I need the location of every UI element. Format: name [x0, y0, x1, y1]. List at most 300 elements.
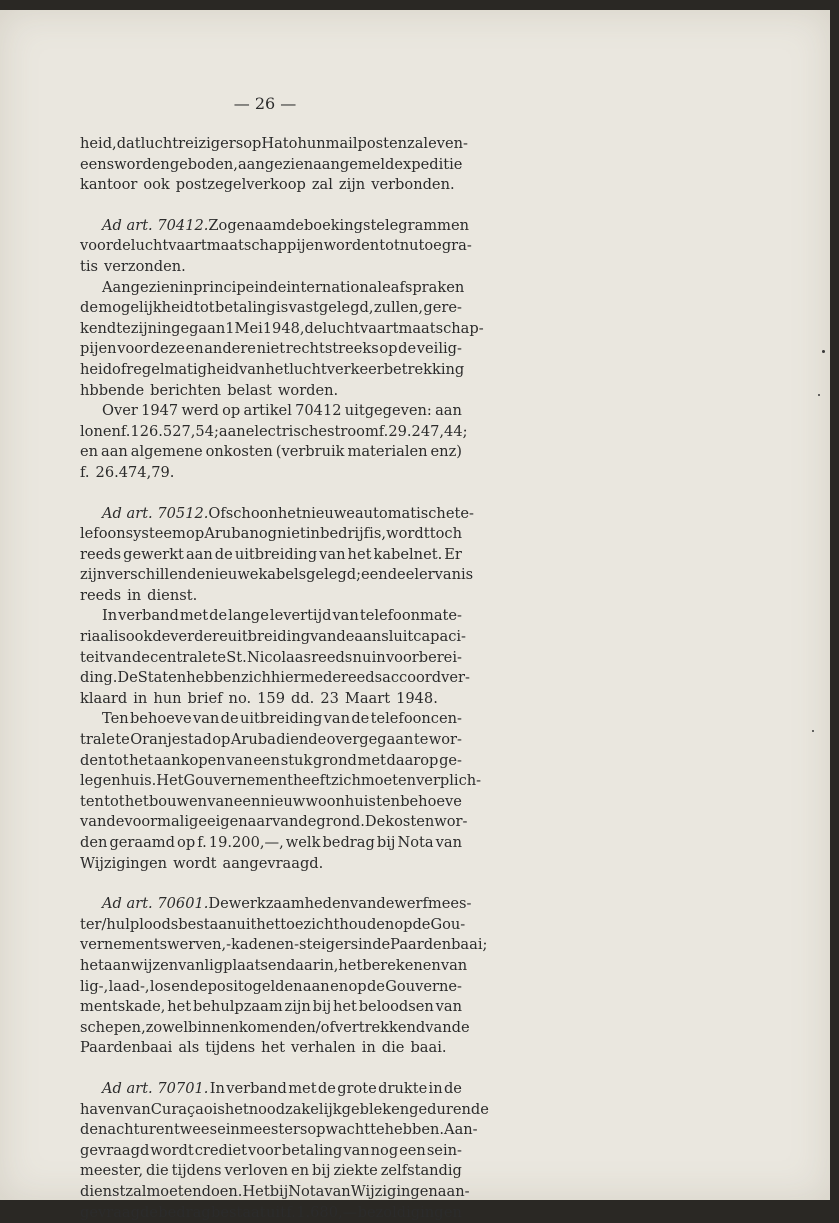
word: geraamd	[109, 833, 175, 854]
word: Hato	[261, 134, 297, 155]
word: voorberei-	[386, 648, 462, 669]
word: ook	[143, 175, 169, 196]
word: zijn	[131, 319, 157, 340]
word: de	[80, 298, 98, 319]
word: Aangezien	[102, 278, 179, 299]
word: heeft	[293, 771, 331, 792]
word: betaling	[282, 1141, 343, 1162]
word: ten	[80, 792, 104, 813]
word: heid,	[80, 134, 117, 155]
word: wordt	[173, 854, 216, 875]
word: voor	[80, 236, 113, 257]
word: wordt	[386, 524, 429, 545]
text-line	[80, 319, 462, 340]
text-line	[80, 236, 462, 257]
word: noodzakelijk	[249, 1100, 342, 1121]
word: van	[441, 956, 467, 977]
word: 1947	[141, 401, 178, 422]
text-line	[80, 935, 462, 956]
word: ter/hulploods	[80, 915, 178, 936]
word: electrische	[246, 422, 327, 443]
word: Nota	[288, 1182, 324, 1203]
word: de	[351, 709, 369, 730]
word: ding.	[80, 668, 117, 689]
word: wacht	[325, 1120, 370, 1141]
word: verband	[118, 606, 179, 627]
word: Aruba	[231, 730, 276, 751]
word: De	[365, 812, 385, 833]
word: hun	[297, 134, 325, 155]
article-reference: Ad art. 70601.	[102, 894, 208, 915]
word: deze	[151, 339, 185, 360]
word: bestaan	[178, 915, 236, 936]
word: de	[215, 545, 233, 566]
word: vertrekkend	[335, 1018, 425, 1039]
word: aan	[435, 401, 462, 422]
word: behulpzaam	[193, 997, 283, 1018]
word: uitbreiding	[228, 627, 310, 648]
word: en	[330, 977, 348, 998]
word: van	[80, 812, 106, 833]
word: de	[209, 606, 227, 627]
text-line	[80, 401, 462, 422]
word: van	[207, 792, 233, 813]
word: 1	[225, 319, 234, 340]
article-reference: Ad art. 70512.	[102, 504, 208, 525]
word: het	[225, 1100, 249, 1121]
word: 126.527,54;	[130, 422, 218, 443]
word: van	[226, 751, 252, 772]
word: op	[243, 134, 261, 155]
word: gra-	[442, 236, 472, 257]
text-line	[80, 1141, 462, 1162]
body-text	[80, 134, 462, 1223]
word: van	[239, 360, 265, 381]
word: bij	[377, 833, 396, 854]
word: zelfstandig	[381, 1161, 462, 1182]
word: nachturen	[98, 1120, 174, 1141]
word: in	[372, 648, 386, 669]
word: de	[132, 648, 150, 669]
word: (verbruik	[276, 442, 345, 463]
word: deel	[388, 565, 419, 586]
word: in	[362, 1038, 376, 1059]
paragraph-gap	[80, 874, 462, 894]
word: stroom	[327, 422, 379, 443]
word: bedrijf	[320, 524, 369, 545]
word: Gou-	[430, 915, 465, 936]
text-line	[80, 175, 462, 196]
word: crediet	[195, 1141, 247, 1162]
word: hebben	[186, 668, 241, 689]
word: het	[348, 545, 372, 566]
word: Over	[102, 401, 138, 422]
word: mogelijkheid	[98, 298, 193, 319]
text-line	[80, 155, 462, 176]
word: nu	[353, 648, 372, 669]
word: tot	[379, 236, 400, 257]
word: veilig-	[417, 339, 462, 360]
word: het	[125, 792, 149, 813]
paper-speck	[818, 394, 820, 396]
word: in	[127, 586, 141, 607]
word: bezoldiging	[358, 1203, 444, 1223]
word: den	[80, 751, 107, 772]
word: tijdens	[172, 1161, 222, 1182]
word: accoord	[382, 668, 441, 689]
word: rechtstreeks	[286, 339, 379, 360]
word: luchtverkeer	[289, 360, 383, 381]
word: het	[129, 751, 153, 772]
word: Aan-	[444, 1120, 478, 1141]
word: dat	[117, 134, 141, 155]
word: zijn	[80, 565, 106, 586]
word: van	[193, 709, 219, 730]
word: op	[307, 1120, 325, 1141]
word: even-	[428, 134, 468, 155]
word: uitgegeven:	[345, 401, 432, 422]
word: teit	[80, 648, 105, 669]
word: stuk	[281, 751, 313, 772]
word: klaard	[80, 689, 127, 710]
text-line	[80, 381, 462, 402]
word: bij	[313, 997, 332, 1018]
word: in	[179, 278, 193, 299]
text-line	[80, 668, 462, 689]
word: wor-	[429, 730, 462, 751]
word: niet	[277, 524, 306, 545]
text-line	[80, 751, 462, 772]
text-line	[80, 586, 462, 607]
word: tot	[194, 298, 215, 319]
text-line	[80, 1161, 462, 1182]
text-line	[80, 1079, 462, 1100]
text-line	[80, 627, 462, 648]
word: 19.200,—,	[209, 833, 284, 854]
word: bedrag	[158, 1203, 210, 1223]
word: moeten	[146, 1182, 201, 1203]
word: Oranjestad	[130, 730, 212, 751]
word: zowel	[146, 1018, 188, 1039]
word: levertijd	[270, 606, 332, 627]
word: nog	[249, 524, 277, 545]
word: diende	[276, 730, 326, 751]
word: Aruba	[204, 524, 249, 545]
paragraph-gap	[80, 484, 462, 504]
word: is	[461, 565, 473, 586]
word: uit	[266, 1203, 286, 1223]
word: het	[338, 956, 362, 977]
word: gere-	[423, 298, 462, 319]
word: Zogenaamde	[208, 216, 304, 237]
word: aan	[101, 442, 128, 463]
word: op	[222, 401, 240, 422]
text-line	[80, 504, 462, 525]
word: als	[178, 1038, 199, 1059]
word: behoeve	[130, 709, 192, 730]
word: sein-	[427, 1141, 462, 1162]
page-number: — 26 —	[0, 94, 530, 113]
word: De	[208, 894, 228, 915]
word: een	[361, 565, 388, 586]
text-line	[80, 956, 462, 977]
word: gedurende	[409, 1100, 489, 1121]
word: en	[444, 1203, 462, 1223]
word: Paardenbaai;	[390, 935, 487, 956]
word: De	[117, 668, 137, 689]
word: werfmees-	[394, 894, 471, 915]
word: expeditie	[394, 155, 462, 176]
word: betrekking	[384, 360, 465, 381]
word: ver-	[441, 668, 470, 689]
word: de	[452, 1018, 470, 1039]
word: op	[379, 339, 397, 360]
word: Paardenbaai	[80, 1038, 172, 1059]
word: is	[114, 627, 126, 648]
word: woonhuis	[305, 792, 375, 813]
word: ervan	[419, 565, 461, 586]
word: baai.	[410, 1038, 446, 1059]
word: aankopen	[154, 751, 226, 772]
word: en	[171, 977, 189, 998]
word: artikel	[244, 401, 292, 422]
word: postzegelverkoop	[176, 175, 306, 196]
word: is	[213, 1100, 225, 1121]
word: behoeve	[400, 792, 462, 813]
word: tijdens	[205, 1038, 255, 1059]
text-line	[80, 730, 462, 751]
word: is	[276, 298, 288, 319]
word: lefoonsysteem	[80, 524, 186, 545]
word: het	[256, 915, 280, 936]
text-line	[80, 997, 462, 1018]
word: uitbreiding	[235, 545, 317, 566]
word: depositogelden	[190, 977, 303, 998]
article-reference: Ad art. 70701.	[102, 1079, 208, 1100]
text-line	[80, 257, 462, 278]
word: f.	[379, 422, 389, 443]
word: op	[177, 833, 195, 854]
word: verschillende	[106, 565, 205, 586]
word: Wijzigingen	[80, 854, 167, 875]
word: op	[394, 915, 412, 936]
word: In	[210, 1079, 225, 1100]
word: het	[333, 997, 357, 1018]
word: zich	[331, 771, 361, 792]
word: Nicolaas	[247, 648, 311, 669]
word: van	[272, 812, 298, 833]
word: worden	[324, 236, 380, 257]
word: te	[414, 730, 429, 751]
word: te	[211, 648, 226, 669]
word: gevraagde	[80, 1203, 158, 1223]
word: Er	[444, 545, 462, 566]
word: van	[105, 648, 131, 669]
word: aangevraagd.	[223, 854, 324, 875]
text-line	[80, 606, 462, 627]
word: aan	[313, 155, 340, 176]
word: kend	[80, 319, 116, 340]
word: berichten	[150, 381, 221, 402]
word: automatische	[355, 504, 455, 525]
word: tot	[104, 792, 125, 813]
word: luchtvaartmaatschap-	[323, 319, 484, 340]
word: gebleken	[342, 1100, 410, 1121]
word: met	[288, 1079, 316, 1100]
word: doen.	[202, 1182, 243, 1203]
word: aan	[186, 545, 213, 566]
word: ook	[126, 627, 152, 648]
word: hun	[153, 689, 181, 710]
word: verband	[226, 1079, 287, 1100]
word: die	[146, 1161, 169, 1182]
word: enz)	[431, 442, 462, 463]
word: dienst	[80, 1182, 125, 1203]
word: en/of	[298, 1018, 335, 1039]
word: te	[115, 730, 130, 751]
word: 1948.	[396, 689, 438, 710]
article-reference: Ad art. 70412.	[102, 216, 208, 237]
word: afspraken	[391, 278, 465, 299]
word: daarin,	[286, 956, 338, 977]
word: zal	[312, 175, 333, 196]
word: de	[444, 1079, 462, 1100]
word: riaal	[80, 627, 114, 648]
word: van	[350, 894, 376, 915]
word: aanwijzen	[104, 956, 178, 977]
word: gelegd;	[306, 565, 361, 586]
word: aan-	[438, 1182, 470, 1203]
text-line	[80, 524, 462, 545]
word: In	[102, 606, 117, 627]
word: lonen	[80, 422, 121, 443]
word: worden	[114, 155, 170, 176]
word: het	[278, 504, 302, 525]
word: ziekte	[333, 1161, 377, 1182]
text-line	[80, 1018, 462, 1039]
word: en	[186, 339, 204, 360]
word: 26.474,79.	[96, 463, 175, 484]
text-line	[80, 854, 462, 875]
text-line	[80, 833, 462, 854]
word: zijn	[339, 175, 365, 196]
word: op	[348, 977, 366, 998]
word: haven	[80, 1100, 124, 1121]
text-line	[80, 545, 462, 566]
word: bij	[270, 1182, 289, 1203]
word: aan	[303, 977, 330, 998]
word: dienst.	[147, 586, 197, 607]
word: de	[318, 1079, 336, 1100]
word: toezicht	[280, 915, 339, 936]
word: gewerkt	[123, 545, 184, 566]
word: ge-	[439, 751, 462, 772]
text-line	[80, 812, 462, 833]
word: de	[221, 709, 239, 730]
word: eigenaar	[207, 812, 272, 833]
word: bedrag	[322, 833, 374, 854]
word: ingegaan	[157, 319, 225, 340]
word: legen	[80, 771, 121, 792]
word: te-	[454, 504, 473, 525]
text-line	[80, 977, 462, 998]
word: nu	[400, 236, 419, 257]
word: tis	[80, 257, 98, 278]
word: no.	[229, 689, 252, 710]
word: de	[367, 977, 385, 998]
word: mail	[326, 134, 358, 155]
word: en	[276, 935, 294, 956]
word: aangezien	[238, 155, 313, 176]
word: van	[124, 1100, 150, 1121]
word: drukte	[378, 1079, 427, 1100]
word: te	[370, 1120, 385, 1141]
word: wor-	[434, 812, 467, 833]
text-line	[80, 360, 462, 381]
word: 23	[320, 689, 339, 710]
word: St.	[226, 648, 247, 669]
text-line	[80, 298, 462, 319]
word: principe	[193, 278, 254, 299]
word: -kaden	[226, 935, 276, 956]
word: aan	[219, 422, 246, 443]
word: houden	[339, 915, 394, 936]
word: twee	[174, 1120, 210, 1141]
word: moeten	[361, 771, 416, 792]
text-line	[80, 463, 462, 484]
word: luchtvaartmaatschappijen	[131, 236, 324, 257]
word: Nota	[397, 833, 433, 854]
word: van	[436, 997, 462, 1018]
word: met	[180, 606, 208, 627]
word: Mei	[235, 319, 263, 340]
word: ten	[376, 792, 400, 813]
word: voormalige	[124, 812, 207, 833]
word: de	[372, 935, 390, 956]
word: te	[116, 319, 131, 340]
text-line	[80, 689, 462, 710]
word: trale	[80, 730, 115, 751]
word: reeds	[311, 648, 352, 669]
paper-speck	[812, 730, 814, 732]
word: de	[268, 278, 286, 299]
text-line	[80, 894, 462, 915]
word: in	[133, 689, 147, 710]
word: grond	[313, 751, 357, 772]
word: onkosten	[206, 442, 273, 463]
word: nieuwe	[302, 504, 355, 525]
word: dd.	[291, 689, 314, 710]
word: de	[106, 812, 124, 833]
word: 159	[257, 689, 285, 710]
word: uitbreiding	[240, 709, 322, 730]
word: f.	[197, 833, 207, 854]
word: verhalen	[291, 1038, 356, 1059]
word: en	[80, 442, 98, 463]
word: daarop	[387, 751, 439, 772]
word: vastgelegd,	[289, 298, 374, 319]
word: bouwen	[149, 792, 207, 813]
word: verloven	[224, 1161, 288, 1182]
word: in	[358, 935, 372, 956]
word: tot	[108, 751, 129, 772]
word: eens	[80, 155, 114, 176]
text-line	[80, 339, 462, 360]
word: de	[305, 319, 323, 340]
word: kosten	[385, 812, 434, 833]
word: de	[113, 236, 131, 257]
word: de	[336, 627, 354, 648]
